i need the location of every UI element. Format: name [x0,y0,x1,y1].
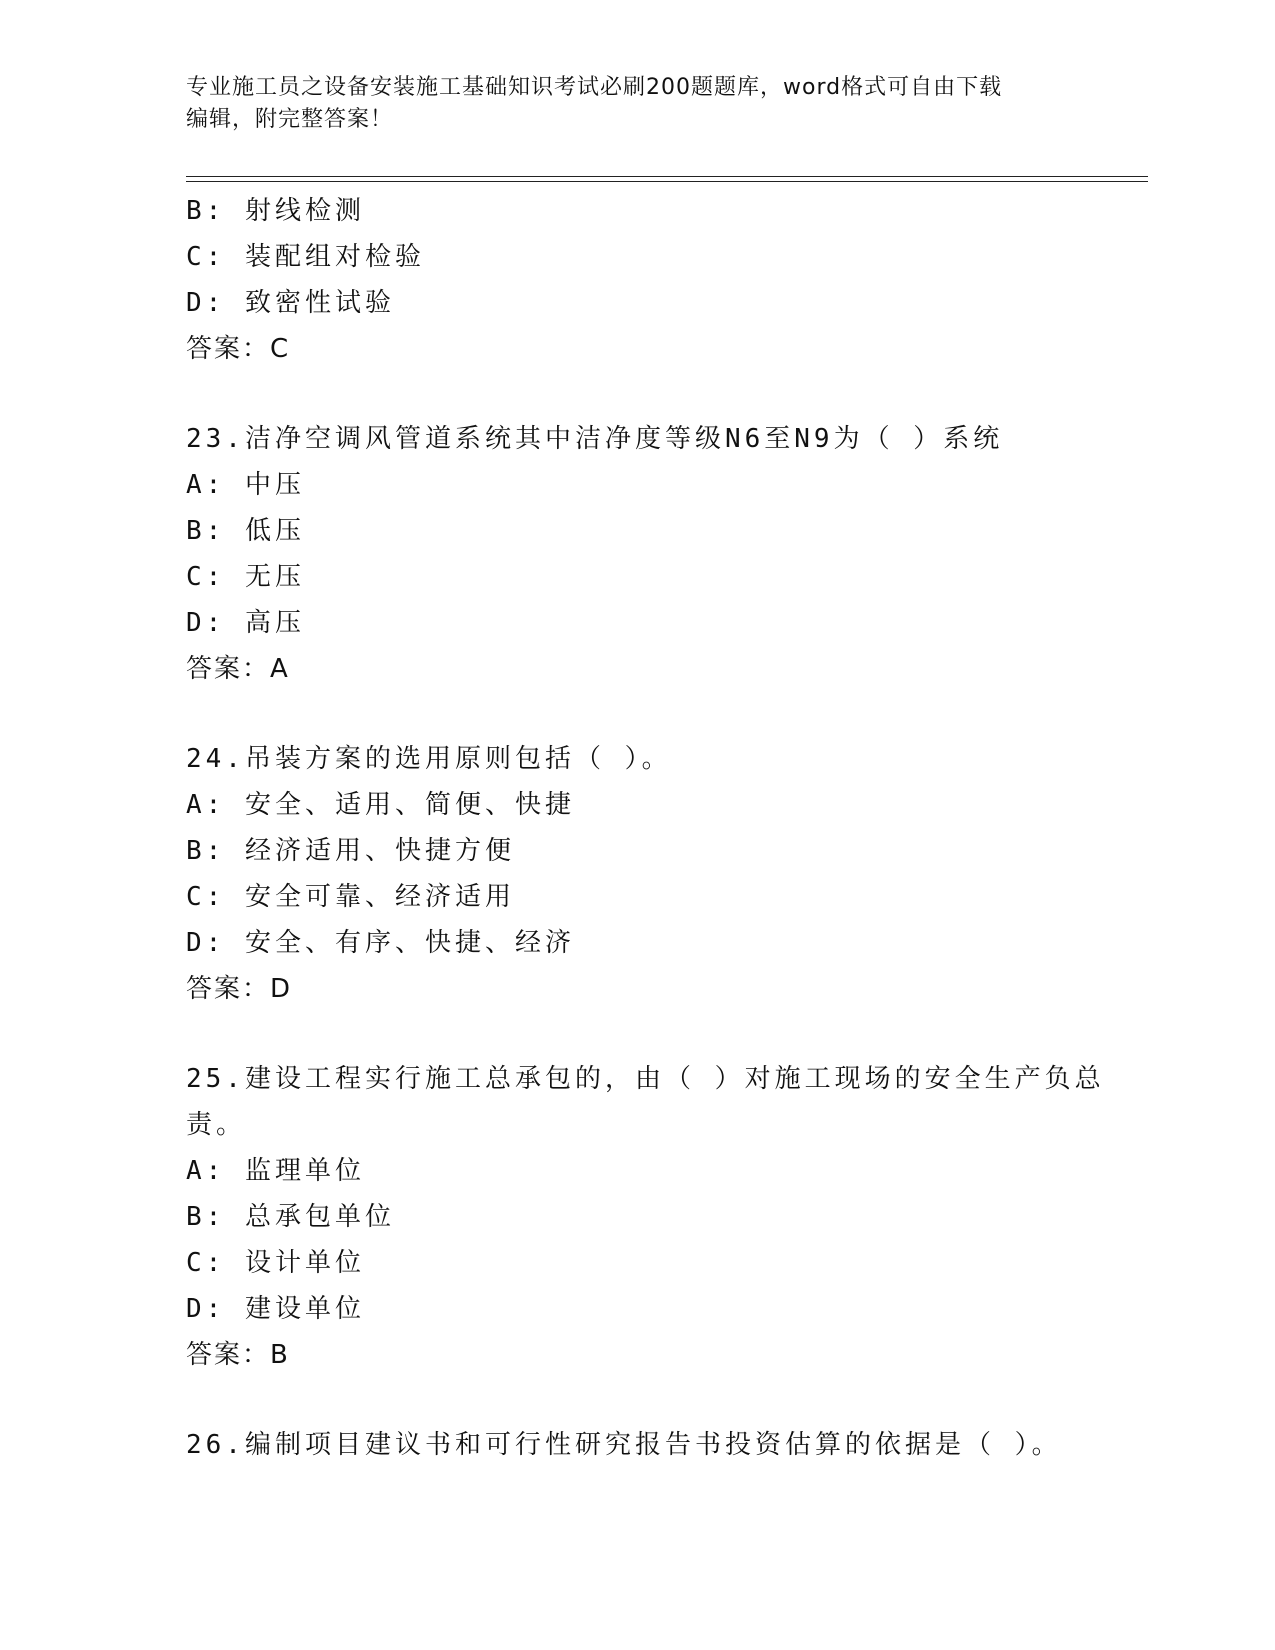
answer: 答案：B [186,1340,290,1370]
option-a: A: 安全、适用、简便、快捷 [186,790,575,820]
option-c: C: 无压 [186,562,305,592]
question-22-remainder [186,188,1086,372]
option-b: B: 射线检测 [186,196,365,226]
question-24 [186,736,1086,1012]
question-23 [186,416,1086,692]
question-26 [186,1422,1086,1468]
question-25 [186,1056,1105,1378]
header-title-line-2: 编辑，附完整答案！ [186,107,394,132]
header-divider-bottom [186,181,1148,182]
option-b: B: 低压 [186,516,305,546]
question-stem: 23.洁净空调风管道系统其中洁净度等级N6至N9为（ ）系统 [186,424,1004,454]
option-d: D: 安全、有序、快捷、经济 [186,928,575,958]
answer: 答案：C [186,334,291,364]
question-list [186,188,1105,1468]
question-stem: 24.吊装方案的选用原则包括（ ）。 [186,744,672,774]
option-d: D: 高压 [186,608,305,638]
option-c: C: 设计单位 [186,1248,365,1278]
option-b: B: 总承包单位 [186,1202,395,1232]
answer: 答案：D [186,974,293,1004]
option-a: A: 中压 [186,470,305,500]
option-d: D: 致密性试验 [186,288,395,318]
option-b: B: 经济适用、快捷方便 [186,836,515,866]
document-header [186,72,1066,136]
option-a: A: 监理单位 [186,1156,365,1186]
question-stem-line-2: 责。 [186,1110,247,1140]
answer: 答案：A [186,654,290,684]
header-title-line-1: 专业施工员之设备安装施工基础知识考试必刷200题题库，word格式可自由下载 [186,75,1003,100]
question-stem: 26.编制项目建议书和可行性研究报告书投资估算的依据是（ ）。 [186,1430,1062,1460]
option-c: C: 装配组对检验 [186,242,425,272]
header-divider-top [186,176,1148,177]
question-stem-line-1: 25.建设工程实行施工总承包的，由（ ）对施工现场的安全生产负总 [186,1064,1105,1094]
option-c: C: 安全可靠、经济适用 [186,882,515,912]
option-d: D: 建设单位 [186,1294,365,1324]
